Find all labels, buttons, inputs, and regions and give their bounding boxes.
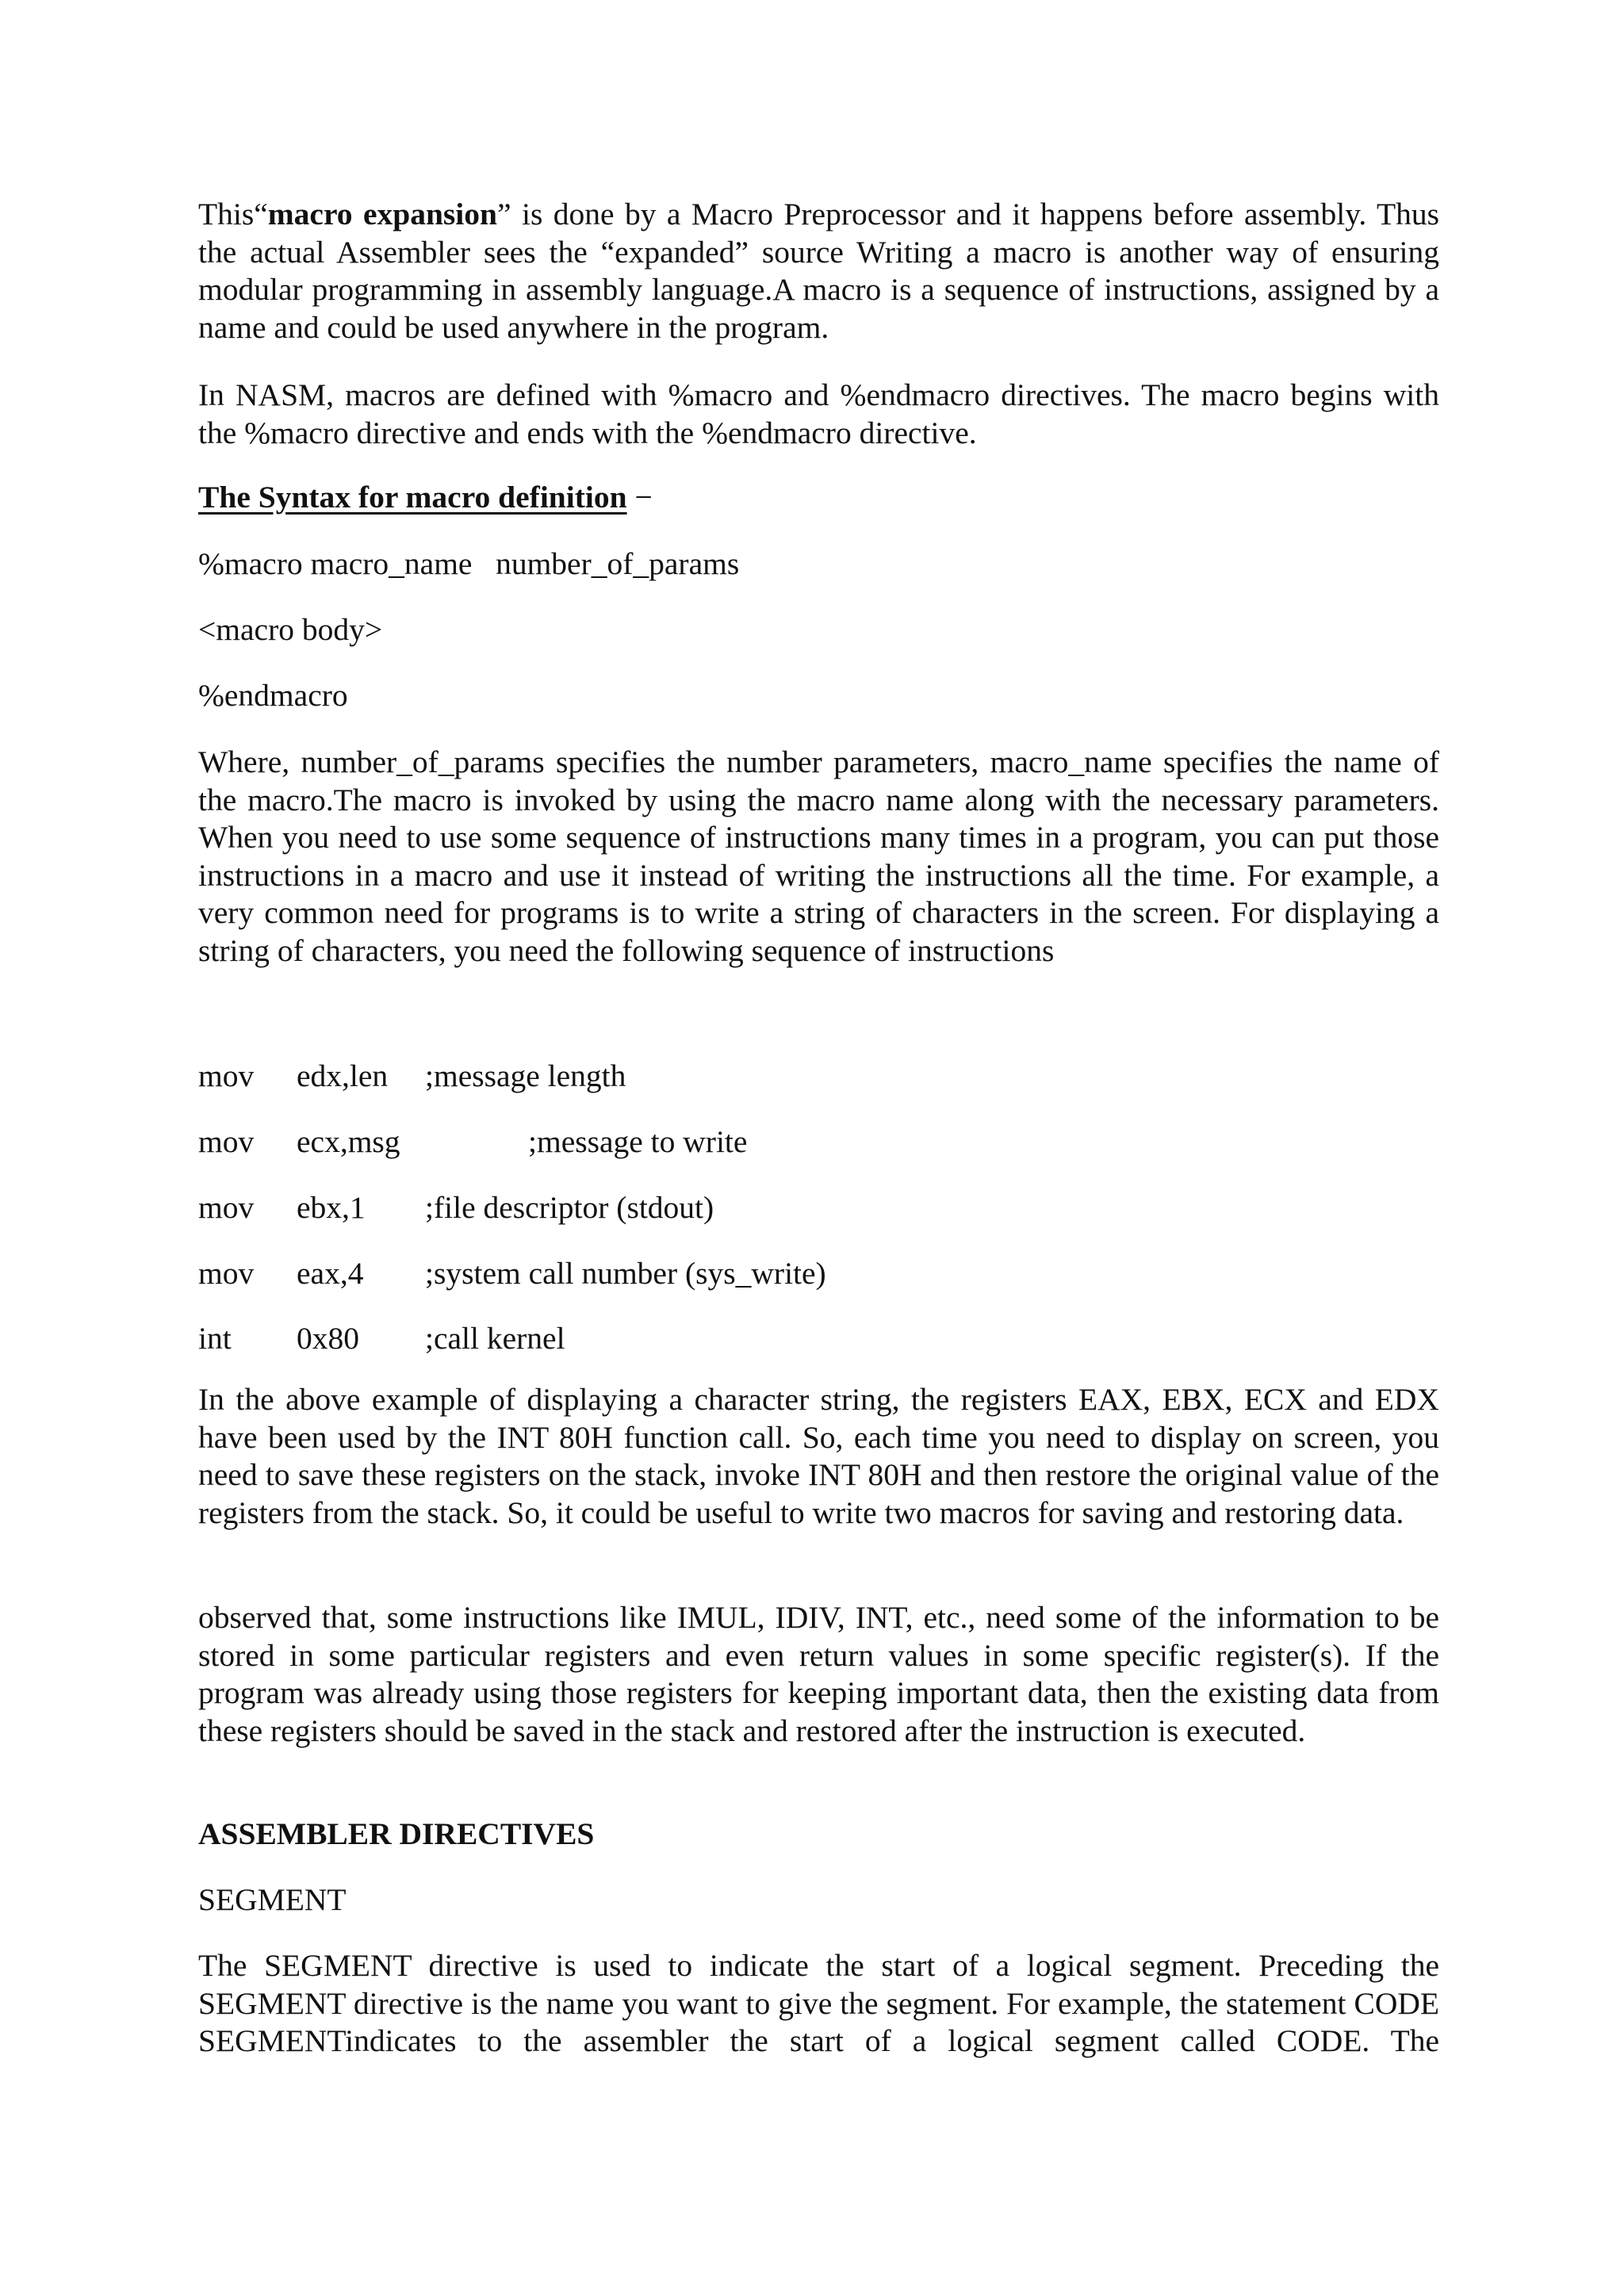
para1-lead: This“	[198, 197, 268, 232]
para1-bold-term: macro expansion	[267, 197, 497, 232]
paragraph-observed: observed that, some instructions like IMUL, IDIV, INT, etc., need some of the information to be stored in some particular registers and even return values in some specific register(s). If the program was already using those registers for keeping important data, then the existing data from these registers should be saved in the stack and restored after the instruction is executed.	[198, 1600, 1439, 1748]
code-comment: ;file descriptor (stdout)	[425, 1190, 714, 1225]
para1-body: ” is done by a Macro Preprocessor and it happens before assembly. Thus the actual Assembler sees the “expanded” source Writing a macro is another way of ensuring modular programming in assembly language.A macro is a sequence of instructions, assigned by a name and could be used anywhere in the program.	[198, 197, 1439, 345]
paragraph-macro-expansion	[198, 196, 1439, 346]
code-operand: edx,len	[297, 1058, 389, 1093]
paragraph-segment-directive: The SEGMENT directive is used to indicate the start of a logical segment. Preceding the SEGMENT directive is the name you want to give the segment. For example, the statement CODE SEGMENTindicates to the assembler the start of a logical segment called CODE. The	[198, 1948, 1439, 2058]
section-heading-assembler-directives: ASSEMBLER DIRECTIVES	[198, 1816, 595, 1851]
code-comment: ;system call number (sys_write)	[425, 1256, 826, 1291]
subheading-segment: SEGMENT	[198, 1882, 347, 1917]
code-opcode: int	[198, 1321, 232, 1356]
paragraph-nasm-macros: In NASM, macros are defined with %macro and %endmacro directives. The macro begins with the %macro directive and ends with the %endmacro directive.	[198, 377, 1439, 450]
code-operand: ecx,msg	[297, 1124, 400, 1159]
code-operand: eax,4	[297, 1256, 364, 1291]
code-comment: ;message length	[425, 1058, 626, 1093]
paragraph-where: Where, number_of_params specifies the number parameters, macro_name specifies the name of the macro.The macro is invoked by using the macro name along with the necessary parameters. When you need to use some sequence of instructions many times in a program, you can put those instructions in a macro and use it instead of writing the instructions all the time. For example, a very common need for programs is to write a string of characters in the screen. For displaying a string of characters, you need the following sequence of instructions	[198, 744, 1439, 968]
code-operand: 0x80	[297, 1321, 359, 1356]
code-operand: ebx,1	[297, 1190, 366, 1225]
paragraph-registers: In the above example of displaying a character string, the registers EAX, EBX, ECX and EDX have been used by the INT 80H function call. So, each time you need to display on screen, you need to save these registers on the stack, invoke INT 80H and then restore the original value of the registers from the stack. So, it could be useful to write two macros for saving and restoring data.	[198, 1382, 1439, 1530]
code-comment: ;call kernel	[425, 1321, 565, 1356]
code-opcode: mov	[198, 1124, 255, 1159]
syntax-line-body: <macro body>	[198, 612, 383, 647]
syntax-line-macro: %macro macro_name number_of_params	[198, 546, 740, 581]
code-comment: ;message to write	[528, 1124, 748, 1159]
code-opcode: mov	[198, 1256, 255, 1291]
code-opcode: mov	[198, 1190, 255, 1225]
syntax-heading-dash: −	[626, 480, 653, 515]
syntax-line-endmacro: %endmacro	[198, 678, 348, 713]
syntax-heading	[198, 479, 653, 516]
syntax-heading-text: The Syntax for macro definition	[198, 480, 627, 515]
code-opcode: mov	[198, 1058, 255, 1093]
